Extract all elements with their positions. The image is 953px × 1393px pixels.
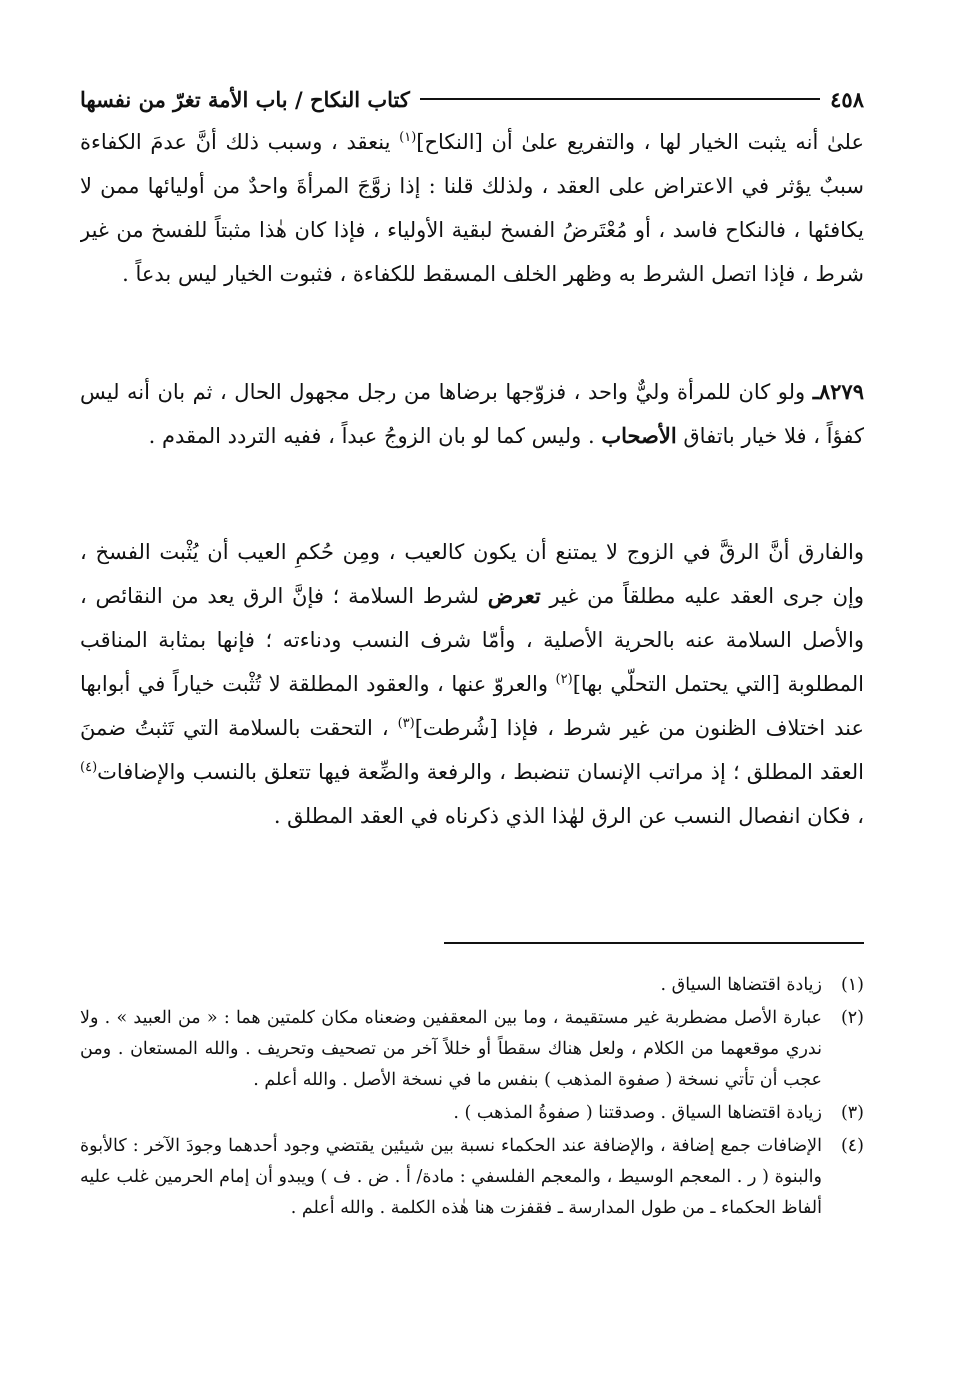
chapter-title: كتاب النكاح / باب الأمة تغرّ من نفسها (80, 86, 410, 112)
paragraph-2 (80, 370, 864, 502)
footnote-text: عبارة الأصل مضطربة غير مستقيمة ، وما بين المعقفين وضعناه مكان كلمتين هما : « من العبيد » . ولا ندري موقعهما من الكلام ، ولعل هناك سقطاً أو خللاً آخر من تصحيف وتحريف . والله المستعان . ومن عجب أن تأتي نسخة ( صفوة المذهب ) بنفس ما في نسخة الأصل . والله أعلم . (80, 1008, 822, 1090)
book-page (80, 80, 864, 1218)
footnote-number: (٣) (840, 1103, 864, 1123)
footnote (80, 970, 864, 1001)
footnote-number: (٤) (840, 1136, 864, 1156)
text-run: ينعقد ، وسبب ذلك أنَّ عدمَ الكفاءة سببٌ يؤثر في الاعتراض على العقد ، ولذلك قلنا : إذا زوَّجَ المرأةَ واحدٌ من أوليائها ممن لا يكافئها ، فالنكاح فاسد ، أو مُعْتَرضُ الفسخ لبقية الأولياء ، فإذا كان هٰذا مثبتاً للفسخ من غير شرط ، فإذا اتصل الشرط به وظهر الخلف المسقط للكفاءة ، فثبوت الخيار ليس بدعاً . (80, 130, 864, 286)
footnote-ref-1[interactable]: (١) (399, 130, 417, 145)
footnote-text: زيادة اقتضاها السياق . (660, 975, 822, 995)
header-rule (420, 98, 820, 100)
footnote-text: زيادة اقتضاها السياق . وصدقتنا ( صفوةُ المذهب ) . (453, 1103, 822, 1123)
issue-number: ٨٢٧٩ـ (812, 379, 864, 404)
footnotes-section (80, 970, 864, 1226)
bold-term: الأصحاب (601, 423, 677, 448)
footnote-number: (٢) (840, 1008, 864, 1028)
footnote-text: الإضافات جمع إضافة ، والإضافة عند الحكماء نسبة بين شيئين يقتضي وجود أحدهما وجودَ الآخر : كالأبوة والبنوة ( ر . المعجم الوسيط ، والمعجم الفلسفي : مادة/ أ . ض . ف ) ويبدو أن إمام الحرمين غلب عليه ألفاظ الحكماء ـ من طول المدارسة ـ فقفزت هنا هٰذه الكلمة . والله أعلم . (80, 1136, 822, 1218)
footnote-number: (١) (840, 975, 864, 995)
text-run: ولو كان للمرأة وليٌّ واحد ، فزوّجها برضاها من رجل مجهول الحال ، ثم بان أنه ليس كفؤاً ، فلا خيار باتفاق (80, 380, 864, 448)
paragraph-3 (80, 530, 864, 882)
text-run: والعروّ عنها ، والعقود المطلقة لا تُثْبت خياراً في أبوابها عند اختلاف الظنون من غير شرط ، فإذا [شُرطت] (80, 672, 864, 740)
footnote-ref-2[interactable]: (٢) (555, 672, 573, 687)
page-number: ٤٥٨ (830, 86, 864, 112)
paragraph-1 (80, 120, 864, 344)
footnote-ref-4[interactable]: (٤) (80, 760, 98, 775)
footnote-ref-3[interactable]: (٣) (397, 716, 415, 731)
text-run: ، فكان انفصال النسب عن الرق لهٰذا الذي ذكرناه في العقد المطلق . (273, 804, 864, 828)
text-run: لشرط السلامة ؛ فإنَّ الرق يعد من النقائص ، والأصل السلامة عنه بالحرية الأصلية ، وأمّا شرف النسب ودناءته ؛ فإنها بمثابة المناقب المطلوبة [التي يحتمل التحلّي بها] (80, 584, 864, 696)
running-header (80, 80, 864, 118)
footnote (80, 1098, 864, 1129)
footnote (80, 1003, 864, 1096)
text-run: ، التحقت بالسلامة التي تَثبتُ ضمنَ العقد المطلق ؛ إذ مراتب الإنسان تنضبط ، والرفعة والضِّعة فيها تتعلق بالنسب والإضافات (80, 716, 864, 784)
text-run: علىٰ أنه يثبت الخيار لها ، والتفريع علىٰ أن [النكاح] (416, 130, 864, 154)
footnote (80, 1131, 864, 1224)
text-run: والفارق أنَّ الرقَّ في الزوج لا يمتنع أن يكون كالعيب ، ومِن حُكمِ العيب أن يُثْبت الفسخ ، وإن جرى العقد عليه مطلقاً من غير (80, 540, 864, 608)
footnote-divider (444, 942, 864, 944)
text-run: . وليس كما لو بان الزوجُ عبداً ، ففيه التردد المقدم . (148, 424, 602, 448)
bold-term: تعرض (487, 583, 541, 608)
